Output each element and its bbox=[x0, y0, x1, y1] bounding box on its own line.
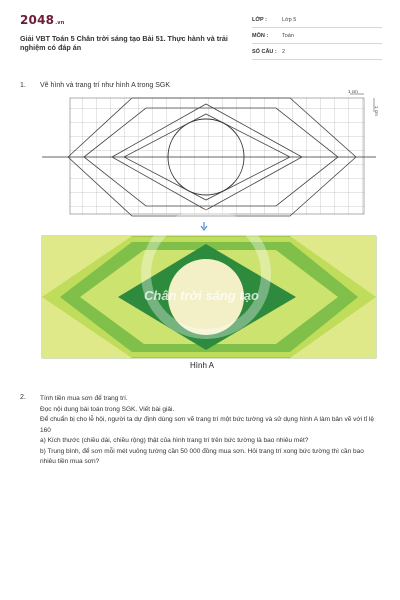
scale-label-v: 1 cm bbox=[374, 106, 379, 116]
watermark-text: Chân trời sáng tạo bbox=[144, 288, 259, 303]
meta-key: SỐ CÂU : bbox=[252, 48, 277, 55]
question-line: Tính tiền mua sơn để trang trí. bbox=[40, 395, 128, 402]
meta-row-count bbox=[252, 44, 382, 60]
logo-suffix: .vn bbox=[55, 20, 65, 26]
document-title: Giải VBT Toán 5 Chân trời sáng tạo Bài 51. Thực hành và trải nghiệm có đáp án bbox=[20, 34, 228, 52]
meta-row-class bbox=[252, 12, 382, 28]
question-text: Vẽ hình và trang trí như hình A trong SGK bbox=[40, 82, 170, 89]
question-2-body bbox=[40, 394, 380, 468]
figure-caption: Hình A bbox=[190, 361, 215, 370]
question-number: 1. bbox=[20, 82, 26, 89]
site-logo[interactable] bbox=[20, 13, 65, 27]
logo-text: 2048 bbox=[20, 13, 55, 27]
question-line: a) Kích thước (chiều dài, chiều rộng) thật của hình trang trí trên bức tường là bao nhiêu mét? bbox=[40, 437, 309, 444]
meta-key: LỚP : bbox=[252, 16, 267, 23]
meta-value: Lớp 5 bbox=[282, 16, 297, 23]
meta-row-subject bbox=[252, 28, 382, 44]
question-line: b) Trung bình, để sơn mỗi mét vuông tường cần 50 000 đồng mua sơn. Hỏi trang trí xong bức tường thì cần bao nhiêu tiền mua sơn? bbox=[40, 447, 364, 465]
scale-label-h: 1 cm bbox=[348, 89, 358, 94]
question-line: Để chuẩn bị cho lễ hội, người ta dự định dùng sơn vẽ trang trí một bức tường và sử dụng hình A làm bản vẽ với tỉ lệ 160 bbox=[40, 416, 375, 434]
question-line: Đọc nội dung bài toán trong SGK. Viết bài giải. bbox=[40, 405, 175, 413]
arrow-down-icon bbox=[200, 222, 208, 232]
colored-design bbox=[40, 234, 378, 360]
meta-box bbox=[252, 12, 382, 60]
meta-key: MÔN : bbox=[252, 32, 269, 39]
question-number: 2. bbox=[20, 394, 26, 401]
meta-value: Toán bbox=[282, 32, 294, 39]
meta-value: 2 bbox=[282, 48, 286, 55]
grid-drawing bbox=[40, 89, 379, 220]
